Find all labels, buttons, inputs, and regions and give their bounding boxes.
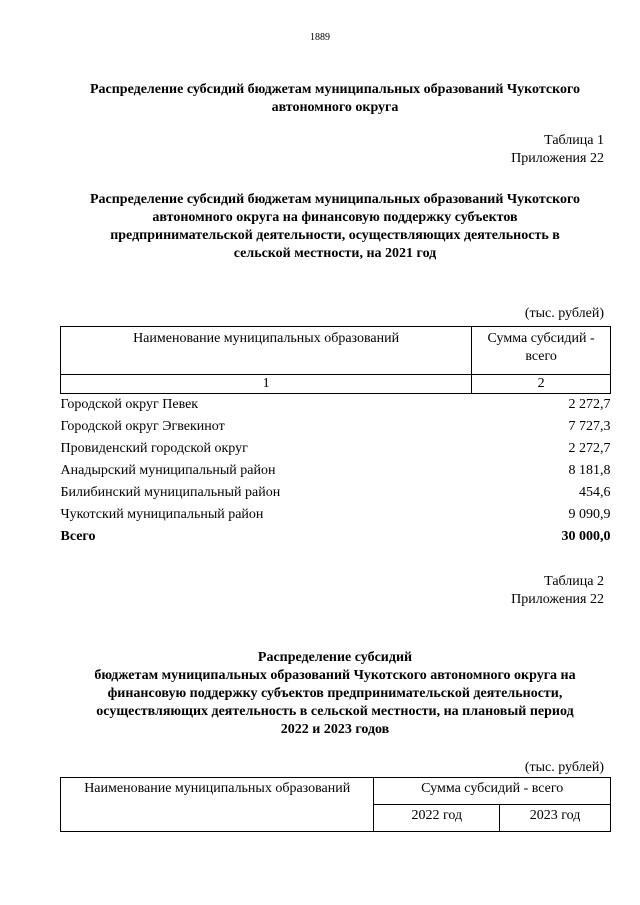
table1-title <box>58 191 612 263</box>
table-row <box>61 438 611 460</box>
row-value: 454,6 <box>579 485 611 500</box>
table2-header-row <box>61 778 611 805</box>
row-name: Анадырский муниципальный район <box>60 463 276 478</box>
table1-units: (тыс. рублей) <box>524 306 604 321</box>
column-number: 2 <box>472 375 611 394</box>
table-label: Таблица 1 <box>544 133 604 148</box>
title-line: автономного округа на финансовую поддержку субъектов <box>152 210 518 225</box>
title-line: бюджетам муниципальных образований Чукотского автономного округа на <box>94 668 576 683</box>
header-sum-line: Сумма субсидий - <box>487 331 595 346</box>
title-line: сельской местности, на 2021 год <box>233 246 437 261</box>
header-year-2022: 2022 год <box>374 805 500 832</box>
appendix-label: Приложения 22 <box>511 592 604 607</box>
row-name: Провиденский городской округ <box>60 441 248 456</box>
table2-reference <box>511 573 604 609</box>
row-name: Чукотский муниципальный район <box>60 507 264 522</box>
table-row <box>61 394 611 417</box>
table1 <box>60 326 611 548</box>
table-row <box>61 460 611 482</box>
table2-title <box>58 649 612 739</box>
header-name: Наименование муниципальных образований <box>61 778 374 832</box>
row-name: Городской округ Эгвекинот <box>60 419 225 434</box>
table1-total-row <box>61 526 611 548</box>
row-value: 8 181,8 <box>568 463 611 478</box>
row-value: 9 090,9 <box>568 507 611 522</box>
table-row <box>61 482 611 504</box>
appendix-label: Приложения 22 <box>511 151 604 166</box>
total-label: Всего <box>60 529 96 544</box>
row-name: Билибинский муниципальный район <box>60 485 281 500</box>
page-number: 1889 <box>310 32 330 43</box>
table1-header-row <box>61 327 611 375</box>
table-row <box>61 416 611 438</box>
table-row <box>61 504 611 526</box>
header-year-2023: 2023 год <box>500 805 611 832</box>
title-line: Распределение субсидий <box>257 650 413 665</box>
header-name: Наименование муниципальных образований <box>61 327 472 375</box>
row-name: Городской округ Певек <box>60 397 199 412</box>
title-line: 2022 и 2023 годов <box>280 722 390 737</box>
title-line: финансовую поддержку субъектов предпринимательской деятельности, <box>107 686 563 701</box>
title-line: Распределение субсидий бюджетам муниципальных образований Чукотского <box>89 192 581 207</box>
table1-column-numbers <box>61 375 611 394</box>
table-label: Таблица 2 <box>544 574 604 589</box>
row-value: 7 727,3 <box>568 419 611 434</box>
total-value: 30 000,0 <box>561 529 611 544</box>
row-value: 2 272,7 <box>568 441 611 456</box>
column-number: 1 <box>61 375 472 394</box>
header-sum <box>472 327 611 375</box>
row-value: 2 272,7 <box>568 397 611 412</box>
title-line: автономного округа <box>271 100 399 115</box>
table1-reference <box>511 132 604 168</box>
document-title <box>58 81 612 117</box>
title-line: осуществляющих деятельность в сельской местности, на плановый период <box>96 704 574 719</box>
header-sum: Сумма субсидий - всего <box>374 778 611 805</box>
table2-units: (тыс. рублей) <box>524 760 604 775</box>
title-line: предпринимательской деятельности, осуществляющих деятельность в <box>110 228 560 243</box>
title-line: Распределение субсидий бюджетам муниципальных образований Чукотского <box>89 82 581 97</box>
header-sum-line: всего <box>525 349 557 364</box>
table2 <box>60 777 611 832</box>
